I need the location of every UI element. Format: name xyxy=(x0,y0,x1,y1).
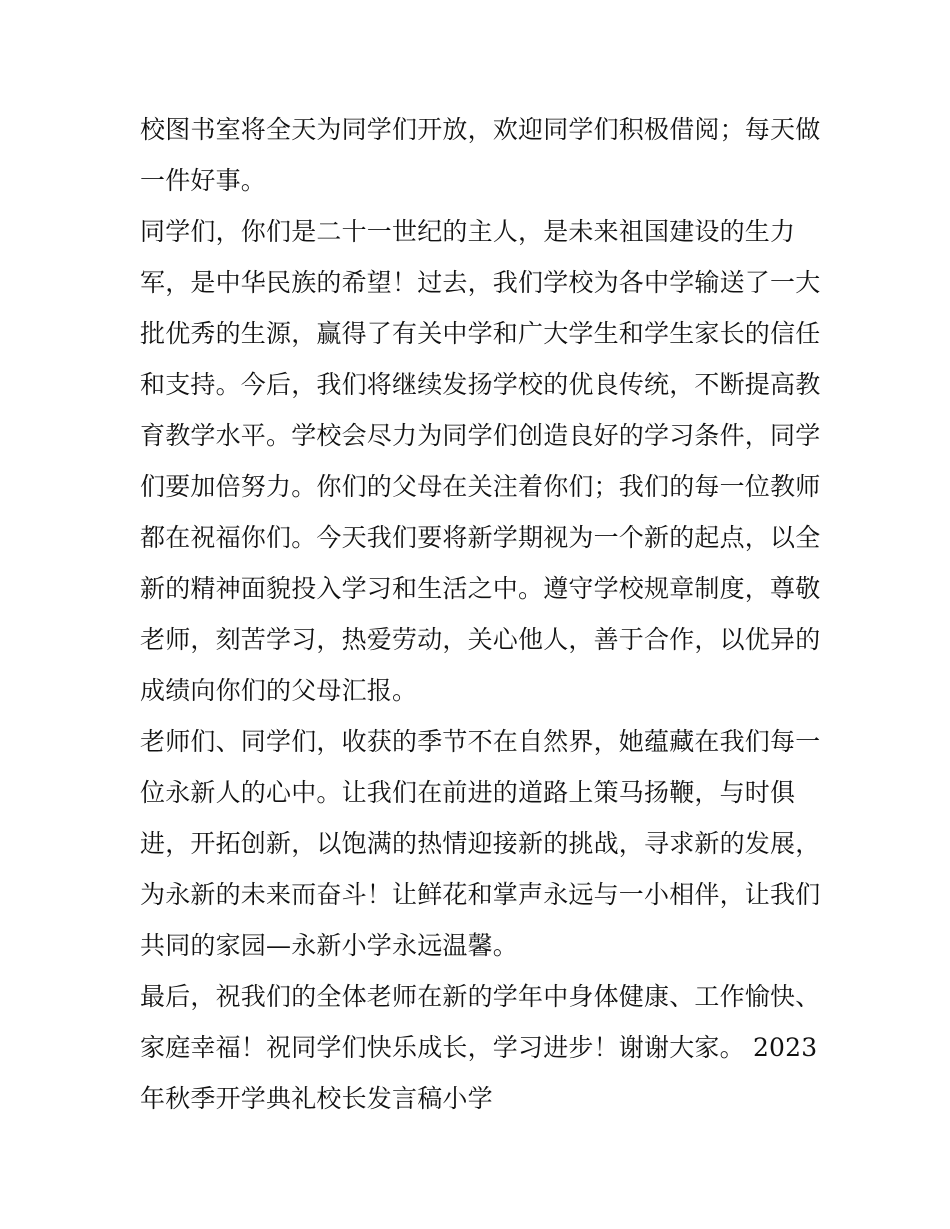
text-line: 共同的家园—永新小学永远温馨。 xyxy=(140,931,519,960)
text-line: 批优秀的生源，赢得了有关中学和广大学生和学生家长的信任 xyxy=(140,319,821,348)
speech-text xyxy=(140,104,820,1124)
text-line: 育教学水平。学校会尽力为同学们创造良好的学习条件，同学 xyxy=(140,421,821,450)
text-line: 年秋季开学典礼校长发言稿小学 xyxy=(140,1084,493,1113)
text-line: 老师，刻苦学习，热爱劳动，关心他人，善于合作，以优异的 xyxy=(140,625,821,654)
text-line: 进，开拓创新，以饱满的热情迎接新的挑战，寻求新的发展， xyxy=(140,829,821,858)
text-line: 都在祝福你们。今天我们要将新学期视为一个新的起点，以全 xyxy=(140,523,821,552)
text-line: 家庭幸福！祝同学们快乐成长，学习进步！谢谢大家。 2023 xyxy=(140,1033,818,1062)
text-line: 们要加倍努力。你们的父母在关注着你们；我们的每一位教师 xyxy=(140,472,821,501)
text-line: 军，是中华民族的希望！过去，我们学校为各中学输送了一大 xyxy=(140,268,821,297)
text-line: 为永新的未来而奋斗！让鲜花和掌声永远与一小相伴，让我们 xyxy=(140,880,821,909)
text-line: 校图书室将全天为同学们开放，欢迎同学们积极借阅；每天做 xyxy=(140,115,821,144)
text-line: 老师们、同学们，收获的季节不在自然界，她蕴藏在我们每一 xyxy=(140,727,821,756)
text-line: 新的精神面貌投入学习和生活之中。遵守学校规章制度，尊敬 xyxy=(140,574,821,603)
text-line: 和支持。今后，我们将继续发扬学校的优良传统，不断提高教 xyxy=(140,370,821,399)
text-line: 最后，祝我们的全体老师在新的学年中身体健康、工作愉快、 xyxy=(140,982,821,1011)
text-line: 位永新人的心中。让我们在前进的道路上策马扬鞭，与时俱 xyxy=(140,778,796,807)
text-line: 一件好事。 xyxy=(140,166,267,195)
text-line: 同学们，你们是二十一世纪的主人，是未来祖国建设的生力 xyxy=(140,217,796,246)
text-line: 成绩向你们的父母汇报。 xyxy=(140,676,418,705)
